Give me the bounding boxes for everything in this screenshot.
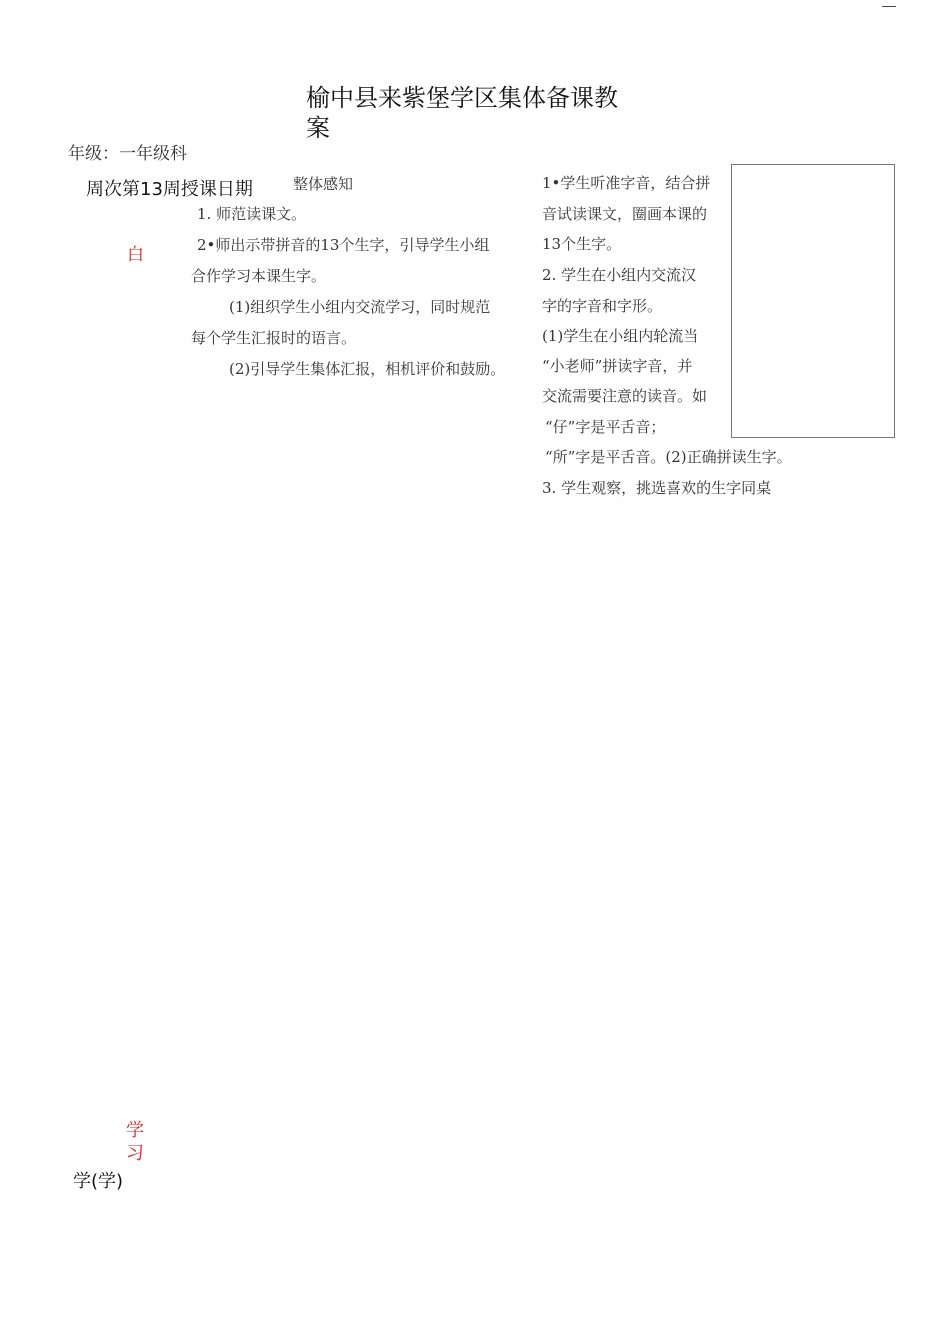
margin-mark-bottom-2: 习 bbox=[126, 1143, 144, 1164]
student-line: 13个生字。 bbox=[542, 235, 622, 253]
student-line: “小老师”拼读字音，并 bbox=[542, 357, 693, 375]
page-title-line-1: 榆中县来紫堡学区集体备课教 bbox=[306, 84, 618, 112]
grade-line: 年级：一年级科 bbox=[68, 144, 187, 164]
teacher-line: 1. 师范读课文。 bbox=[197, 205, 307, 223]
teacher-line: (1)组织学生小组内交流学习，同时规范 bbox=[229, 298, 491, 316]
student-line: “所”字是平舌音。(2)正确拼读生字。 bbox=[545, 448, 792, 466]
teacher-line: 合作学习本课生字。 bbox=[191, 267, 327, 285]
page-title-line-2: 案 bbox=[306, 114, 330, 142]
empty-notes-box bbox=[731, 164, 895, 438]
teacher-line: 每个学生汇报时的语言。 bbox=[191, 329, 357, 347]
week-date-line: 周次第13周授课日期 bbox=[86, 179, 253, 200]
margin-mark-bottom-1: 学 bbox=[126, 1120, 144, 1141]
top-edge-mark bbox=[882, 6, 896, 7]
margin-mark-top: 白 bbox=[127, 245, 144, 265]
student-line: 3. 学生观察，挑选喜欢的生字同桌 bbox=[542, 479, 772, 497]
student-line: 音试读课文，圈画本课的 bbox=[542, 205, 708, 223]
bottom-label: 学(学) bbox=[73, 1171, 124, 1192]
student-line: 2. 学生在小组内交流汉 bbox=[542, 266, 697, 284]
student-line: (1)学生在小组内轮流当 bbox=[542, 327, 699, 345]
student-line: 交流需要注意的读音。如 bbox=[542, 387, 708, 405]
teacher-line: (2)引导学生集体汇报，相机评价和鼓励。 bbox=[229, 360, 506, 378]
section-label: 整体感知 bbox=[293, 175, 354, 193]
student-line: 1•学生听准字音，结合拼 bbox=[542, 174, 711, 192]
student-line: 字的字音和字形。 bbox=[542, 297, 663, 315]
student-line: “仔”字是平舌音； bbox=[545, 418, 666, 436]
teacher-line: 2•师出示带拼音的13个生字，引导学生小组 bbox=[197, 236, 490, 254]
